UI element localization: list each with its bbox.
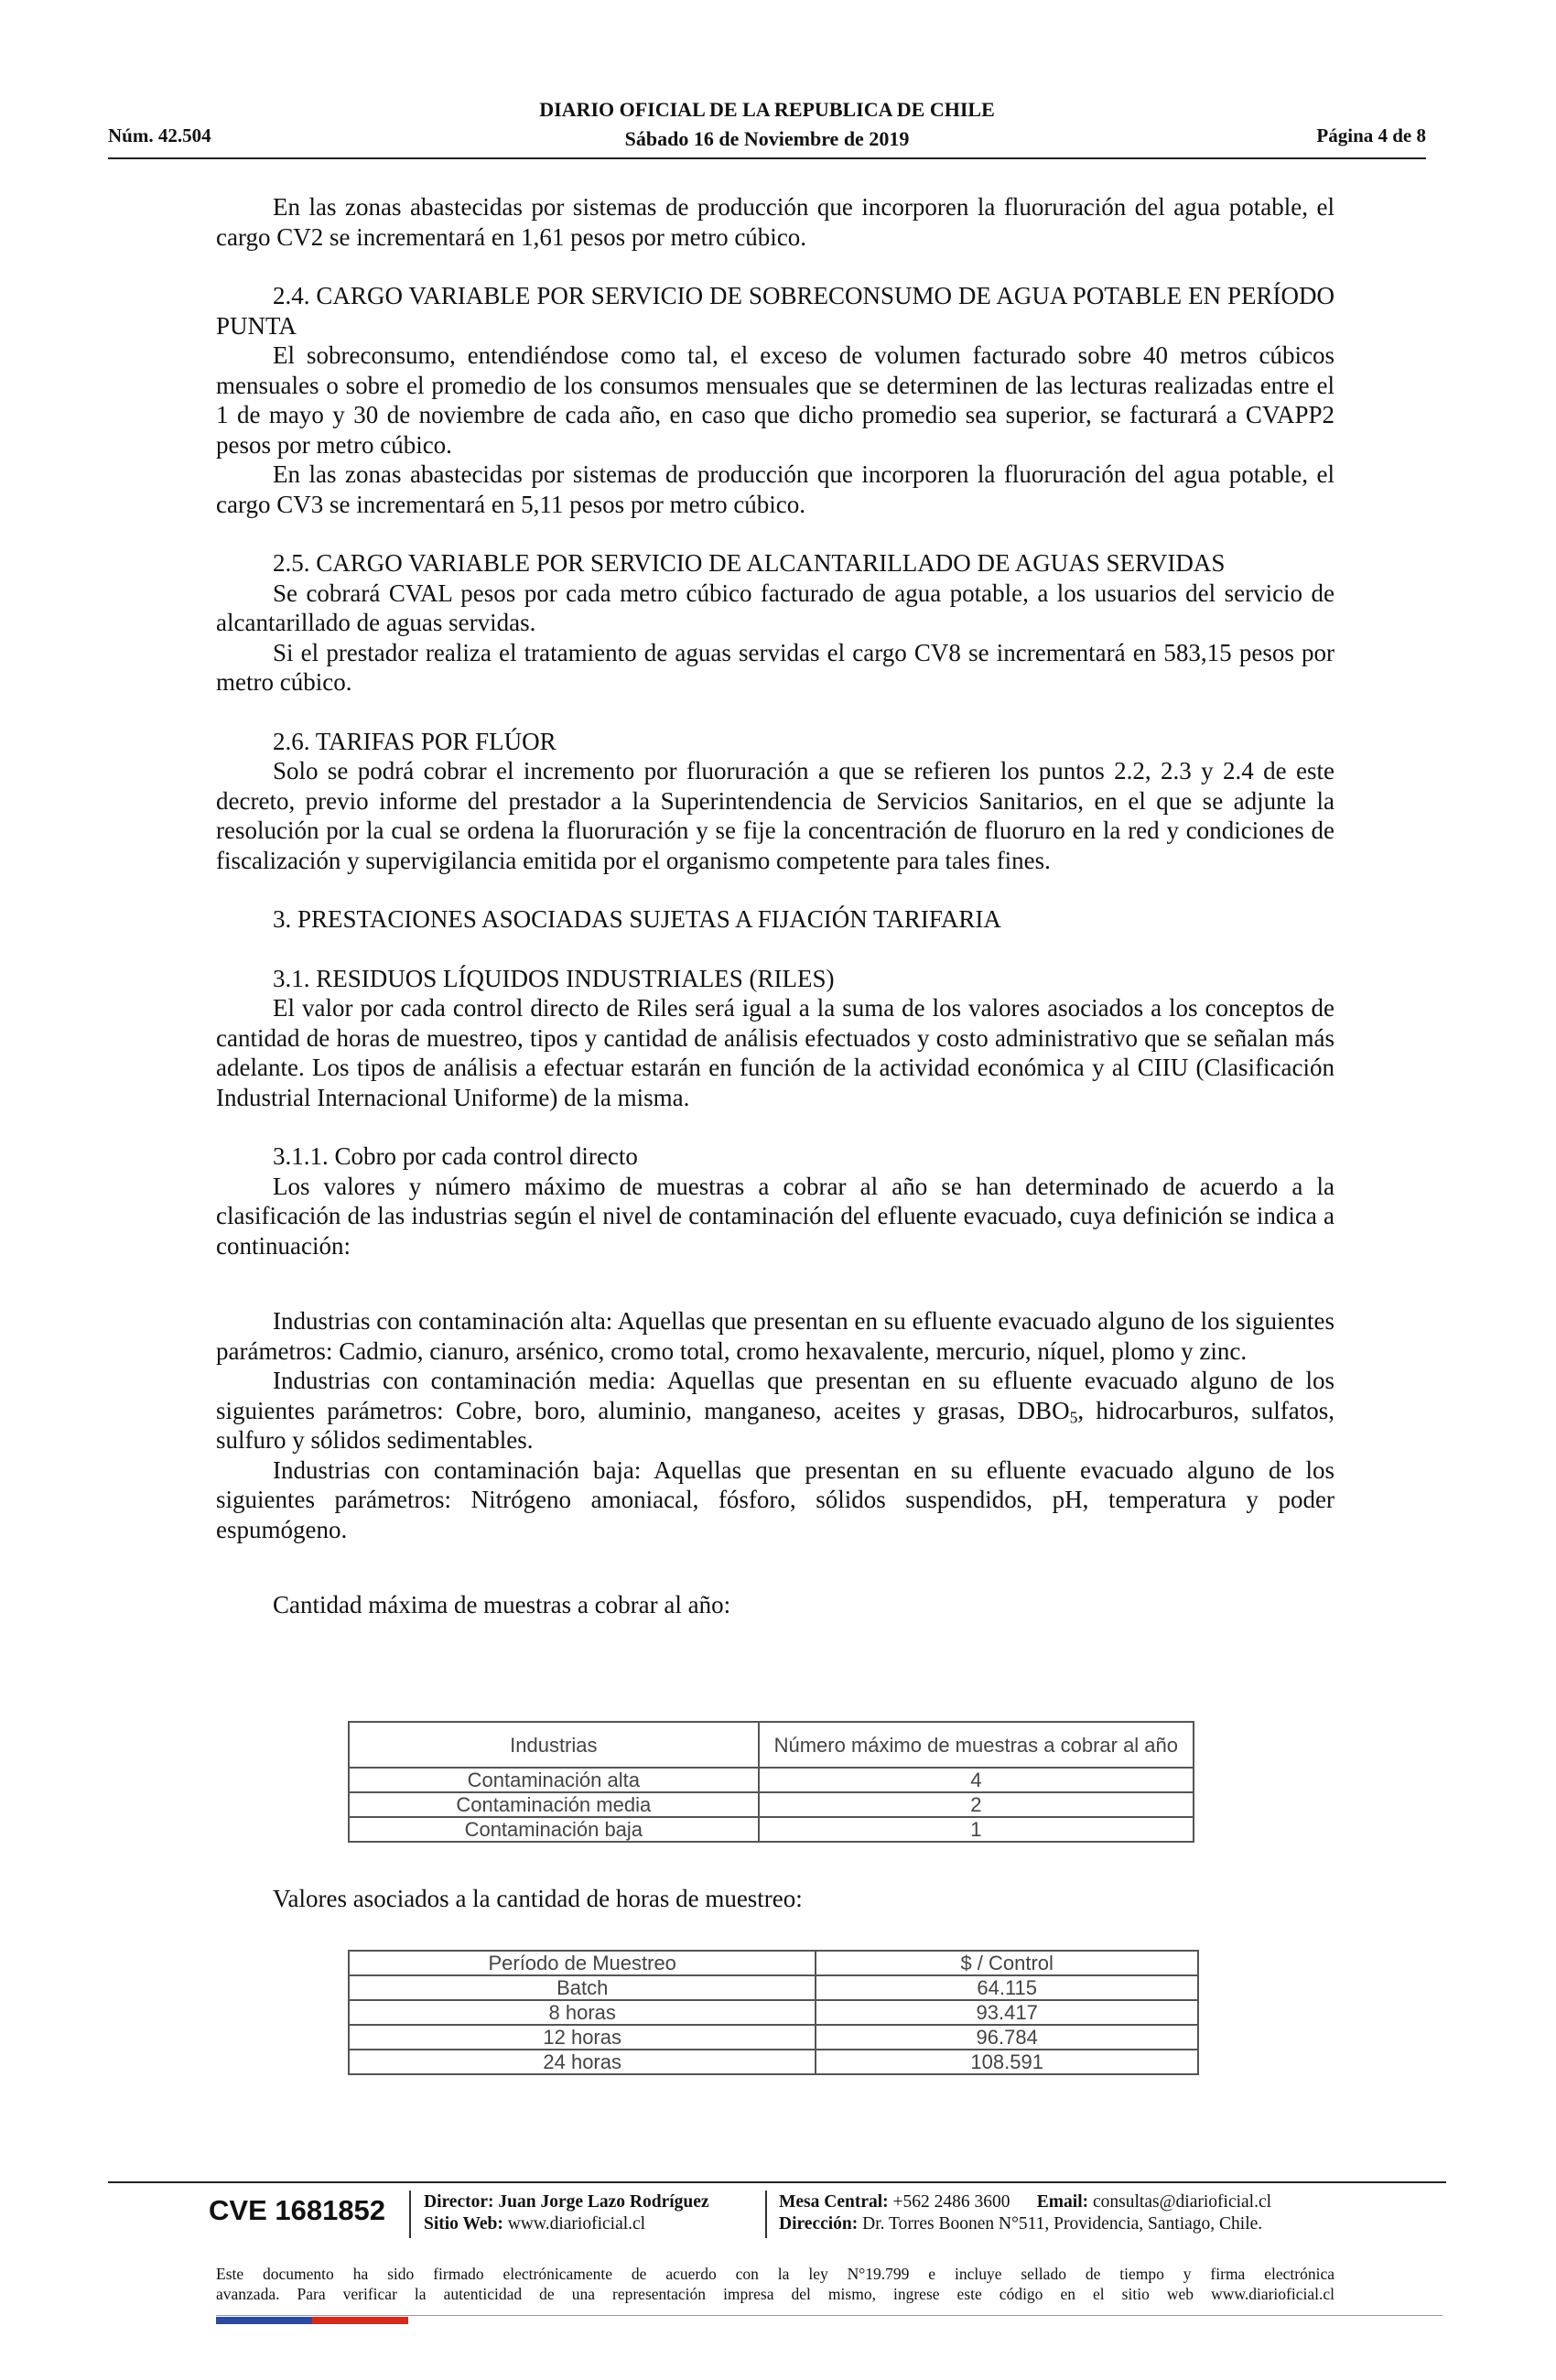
paragraph: Los valores y número máximo de muestras a cobrar al año se han determinado de acuerdo a la clasificación de las industrias según el nivel de contaminación del efluente evacuado, cuya definición se indica a continuación: bbox=[216, 1172, 1334, 1260]
table-header-cell: Período de Muestreo bbox=[349, 1951, 816, 1975]
table-row bbox=[349, 1768, 1194, 1792]
table-row bbox=[349, 1975, 1198, 2000]
table-cell: Contaminación media bbox=[349, 1792, 759, 1817]
table-cell: Batch bbox=[349, 1975, 816, 2000]
footer-disclaimer: Este documento ha sido firmado electrónicamente de acuerdo con la ley N°19.799 e incluye sellado de tiempo y firma electrónica avanzada. Para verificar la autenticidad de una representación impresa del mismo, ingrese este código en el sitio web www.diarioficial.cl bbox=[216, 2265, 1334, 2303]
table-cell: 4 bbox=[759, 1768, 1194, 1792]
table-cell: 1 bbox=[759, 1817, 1194, 1842]
paragraph: El sobreconsumo, entendiéndose como tal, el exceso de volumen facturado sobre 40 metros cúbicos mensuales o sobre el promedio de los consumos mensuales que se determinen de las lecturas realizadas entre el 1 de mayo y 30 de noviembre de cada año, en caso que dicho promedio sea superior, se facturará a CVAPP2 pesos por metro cúbico. bbox=[216, 341, 1334, 459]
table-cell: 96.784 bbox=[816, 2025, 1198, 2050]
address: Dr. Torres Boonen N°511, Providencia, Santiago, Chile. bbox=[862, 2214, 1263, 2234]
cve-code: CVE 1681852 bbox=[209, 2194, 386, 2226]
table-cell: 12 horas bbox=[349, 2025, 816, 2050]
phone-number: +562 2486 3600 bbox=[892, 2192, 1010, 2212]
table-cell: 24 horas bbox=[349, 2050, 816, 2074]
table-cell: Contaminación alta bbox=[349, 1768, 759, 1792]
document-body bbox=[216, 192, 1334, 1620]
footer-divider bbox=[108, 2181, 1446, 2183]
section-heading-3-1: 3.1. RESIDUOS LÍQUIDOS INDUSTRIALES (RILES) bbox=[273, 964, 835, 992]
flag-red-segment bbox=[312, 2317, 408, 2324]
paragraph-contaminacion-media: Industrias con contaminación media: Aquellas que presentan en su efluente evacuado alguno de los siguientes parámetros: Cobre, boro, aluminio, manganeso, aceites y grasas, $DBO_5$, hidrocarburos, sulfatos, sulfuro y sólidos sedimentables. bbox=[216, 1367, 1334, 1454]
paragraph: En las zonas abastecidas por sistemas de producción que incorporen la fluoruración del agua potable, el cargo CV2 se incrementará en 1,61 pesos por metro cúbico. bbox=[216, 193, 1334, 251]
section-heading-3-1-1: 3.1.1. Cobro por cada control directo bbox=[273, 1142, 638, 1170]
paragraph: Solo se podrá cobrar el incremento por fluoruración a que se refieren los puntos 2.2, 2.3 y 2.4 de este decreto, previo informe del prestador a la Superintendencia de Servicios Sanitarios, en el que se adjunte la resolución por la cual se ordena la fluoruración y se fije la concentración de fluoruro en la red y condiciones de fiscalización y supervigilancia emitida por el organismo competente para tales fines. bbox=[216, 757, 1334, 874]
paragraph: Se cobrará CVAL pesos por cada metro cúbico facturado de agua potable, a los usuarios del servicio de alcantarillado de aguas servidas. bbox=[216, 579, 1334, 636]
table-cell: 64.115 bbox=[816, 1975, 1198, 2000]
footer-separator bbox=[765, 2191, 767, 2238]
section-heading-2-5: 2.5. CARGO VARIABLE POR SERVICIO DE ALCANTARILLADO DE AGUAS SERVIDAS bbox=[273, 549, 1226, 577]
table-cell: 93.417 bbox=[816, 2000, 1198, 2025]
footer-bottom-rule bbox=[216, 2315, 1443, 2316]
issue-number: Núm. 42.504 bbox=[108, 124, 211, 146]
section-heading-3: 3. PRESTACIONES ASOCIADAS SUJETAS A FIJACIÓN TARIFARIA bbox=[273, 905, 1001, 933]
table-header-row bbox=[349, 1951, 1198, 1975]
director-name: Juan Jorge Lazo Rodríguez bbox=[498, 2192, 709, 2212]
publication-title: DIARIO OFICIAL DE LA REPUBLICA DE CHILE bbox=[539, 98, 995, 121]
footer-director-block: Director: Juan Jorge Lazo Rodríguez Sitio Web: www.diarioficial.cl bbox=[424, 2192, 709, 2234]
table-horas-muestreo bbox=[348, 1950, 1199, 2075]
table-caption-muestras: Cantidad máxima de muestras a cobrar al año: bbox=[273, 1591, 731, 1618]
website-link[interactable]: www.diarioficial.cl bbox=[507, 2214, 646, 2234]
paragraph: El valor por cada control directo de Riles será igual a la suma de los valores asociados a los conceptos de cantidad de horas de muestreo, tipos y cantidad de análisis efectuados y costo administrativo que se señalan más adelante. Los tipos de análisis a efectuar estarán en función de la actividad económica y al CIIU (Clasificación Industrial Internacional Uniforme) de la misma. bbox=[216, 994, 1334, 1111]
footer-contact-block: Mesa Central: +562 2486 3600 Email: consultas@diarioficial.cl Dirección: Dr. Torres Boonen N°511, Providencia, Santiago, Chile. bbox=[779, 2192, 1272, 2234]
table-cell: 8 horas bbox=[349, 2000, 816, 2025]
table-max-muestras bbox=[348, 1721, 1194, 1843]
table-cell: 2 bbox=[759, 1792, 1194, 1817]
flag-blue-segment bbox=[216, 2317, 312, 2324]
table-row bbox=[349, 2000, 1198, 2025]
page-header bbox=[108, 93, 1426, 159]
paragraph-contaminacion-baja: Industrias con contaminación baja: Aquellas que presentan en su efluente evacuado alguno de los siguientes parámetros: Nitrógeno amoniacal, fósforo, sólidos suspendidos, pH, temperatura y poder espumógeno. bbox=[216, 1455, 1334, 1543]
page-number: Página 4 de 8 bbox=[1316, 124, 1426, 146]
paragraph-contaminacion-alta: Industrias con contaminación alta: Aquellas que presentan en su efluente evacuado alguno de los siguientes parámetros: Cadmio, cianuro, arsénico, cromo total, cromo hexavalente, mercurio, níquel, plomo y zinc. bbox=[216, 1307, 1334, 1365]
table-header-row bbox=[349, 1722, 1194, 1768]
table-header-cell: $ / Control bbox=[816, 1951, 1198, 1975]
publication-date: Sábado 16 de Noviembre de 2019 bbox=[624, 127, 910, 150]
paragraph: Si el prestador realiza el tratamiento de aguas servidas el cargo CV8 se incrementará en 583,15 pesos por metro cúbico. bbox=[216, 638, 1334, 696]
chile-flag-bar bbox=[216, 2317, 408, 2324]
table-header-cell: Industrias bbox=[349, 1722, 759, 1768]
table-caption-horas: Valores asociados a la cantidad de horas de muestreo: bbox=[273, 1885, 803, 1912]
table-cell: Contaminación baja bbox=[349, 1817, 759, 1842]
table-header-cell: Número máximo de muestras a cobrar al año bbox=[759, 1722, 1194, 1768]
table-row bbox=[349, 1817, 1194, 1842]
paragraph: En las zonas abastecidas por sistemas de producción que incorporen la fluoruración del agua potable, el cargo CV3 se incrementará en 5,11 pesos por metro cúbico. bbox=[216, 460, 1334, 518]
table-row bbox=[349, 1792, 1194, 1817]
section-heading-2-6: 2.6. TARIFAS POR FLÚOR bbox=[273, 727, 556, 755]
header-center bbox=[108, 95, 1426, 154]
table-row bbox=[349, 2050, 1198, 2074]
table-row bbox=[349, 2025, 1198, 2050]
email-link[interactable]: consultas@diarioficial.cl bbox=[1093, 2192, 1272, 2212]
footer-separator bbox=[409, 2191, 411, 2238]
table-cell: 108.591 bbox=[816, 2050, 1198, 2074]
section-heading-2-4: 2.4. CARGO VARIABLE POR SERVICIO DE SOBRECONSUMO DE AGUA POTABLE EN PERÍODO PUNTA bbox=[216, 282, 1334, 340]
